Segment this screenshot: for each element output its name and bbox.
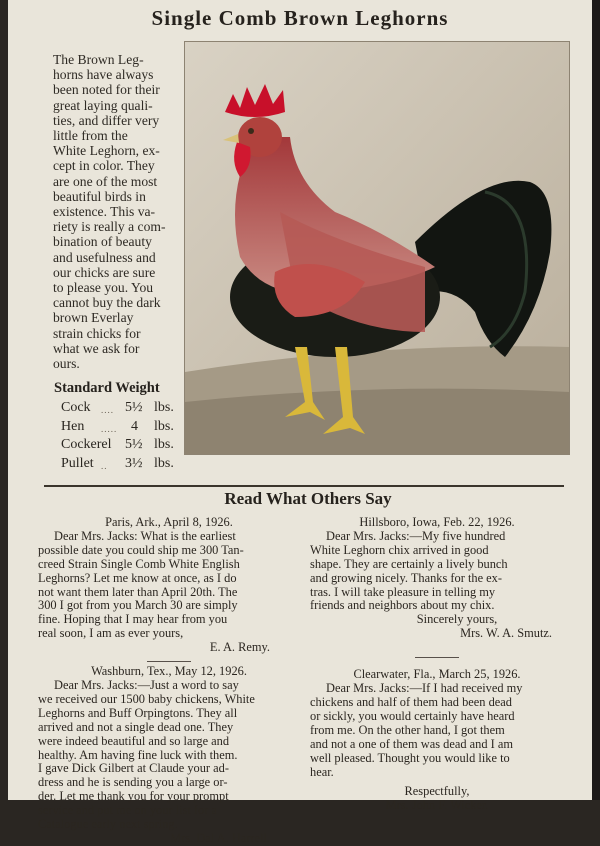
text-line: and usefulness and (53, 249, 156, 265)
letter-body (38, 679, 300, 832)
text-line: Dear Mrs. Jacks:—Just a word to say (54, 677, 239, 692)
weight-label: Cock (61, 400, 91, 415)
text-line: I gave Dick Gilbert at Claude your ad- (38, 761, 229, 776)
text-line: Leghorns? Let me know at once, as I do (38, 570, 237, 585)
text-line: 300 I got from you March 30 are simply (38, 598, 238, 613)
text-line: we received our 1500 baby chickens, White (38, 691, 255, 706)
text-line: creed Strain Single Comb White English (38, 556, 240, 571)
letter-signature: Mrs. John F. Wicker. (385, 798, 489, 813)
text-line: strain chicks for (53, 325, 141, 341)
text-line: from me. On the other hand, I got them (310, 722, 505, 737)
weight-label: Hen (61, 418, 85, 434)
text-line: well pleased. Thought you would like to (310, 750, 510, 765)
rooster-illustration (185, 42, 569, 454)
text-line: existence. This va- (53, 204, 156, 220)
text-line: or sickly, you would certainly have heard (310, 708, 515, 723)
weight-row-cock (61, 400, 186, 419)
text-line: der. Let me thank you for your prompt (38, 789, 229, 804)
text-line: cannot buy the dark (53, 295, 161, 311)
text-line: bination of beauty (53, 234, 152, 250)
text-line: to please you. You (53, 280, 154, 296)
text-line: hear. (310, 764, 334, 779)
text-line: and growing nicely. Thanks for the ex- (310, 570, 502, 585)
weight-unit: lbs. (154, 400, 174, 415)
text-line: beautiful birds in (53, 188, 146, 204)
text-line: our chicks are sure (53, 264, 156, 280)
testimonials-heading: Read What Others Say (224, 489, 392, 508)
text-line: great laying quali- (53, 97, 153, 113)
weight-unit: lbs. (154, 437, 174, 452)
leader-dots: .. (101, 460, 108, 471)
text-line: cept in color. They (53, 158, 155, 174)
text-line: Dear Mrs. Jacks:—My five hundred (326, 528, 506, 543)
testimonials-left-column (38, 516, 300, 846)
text-line: are one of the most (53, 173, 158, 189)
weight-value: 3½ (125, 455, 143, 471)
section-divider (44, 485, 564, 487)
weight-label: Pullet (61, 455, 94, 471)
letter-dateline: Clearwater, Fla., March 25, 1926. (353, 667, 521, 682)
text-line: Dear Mrs. Jacks: What is the earliest (54, 528, 236, 543)
text-line: been noted for their (53, 82, 160, 98)
text-line: brown Everlay (53, 310, 134, 326)
letter-signature: Mrs. Dal A. Harrell. (170, 830, 270, 845)
letter-body (310, 682, 564, 779)
page-title: Single Comb Brown Leghorns (151, 6, 449, 30)
text-line: and not a one of them was dead and I am (310, 736, 513, 751)
weight-value: 5½ (125, 437, 143, 452)
text-line: White Leghorn, ex- (53, 143, 160, 159)
letter-separator (147, 661, 191, 662)
text-line: The Brown Leg- (53, 52, 144, 67)
letter-signature: E. A. Remy. (209, 640, 270, 655)
weight-value: 5½ (125, 400, 143, 415)
letter-dateline: Washburn, Tex., May 12, 1926. (91, 664, 247, 679)
weight-unit: lbs. (154, 418, 174, 434)
letter-dateline: Paris, Ark., April 8, 1926. (105, 515, 233, 529)
letter-dateline: Hillsboro, Iowa, Feb. 22, 1926. (359, 515, 515, 529)
text-line: chickens and half of them had been dead (310, 694, 512, 709)
text-line: were indeed beautiful and so large and (38, 733, 230, 748)
letter-closing: Respectfully, (404, 784, 470, 799)
book-edge-shadow (592, 0, 600, 800)
text-line: not want them later than April 20th. The (38, 584, 238, 599)
letter-signature: Mrs. W. A. Smutz. (460, 626, 552, 641)
weight-row-hen (61, 419, 186, 438)
leader-dots: .... (101, 405, 114, 415)
text-line: Catalogue early next spring. (38, 817, 178, 832)
text-line: tras. I will take pleasure in telling my (310, 584, 496, 599)
text-line: Leghorns and Buff Orpingtons. They all (38, 705, 238, 720)
standard-weight-table (61, 400, 186, 474)
text-line: ours. (53, 356, 80, 372)
text-line: shape. They are certainly a lively bunch (310, 556, 508, 571)
text-line: fine. Hoping that I may hear from you (38, 612, 228, 627)
letter-separator (415, 657, 459, 658)
text-line: what we ask for (53, 340, 140, 356)
standard-weight-heading: Standard Weight (54, 380, 160, 396)
text-line: arrived and not a single dead one. They (38, 719, 234, 734)
weight-row-cockerel (61, 437, 186, 456)
text-line: dress and he is sending you a large or- (38, 775, 228, 790)
text-line: real soon, I am as ever yours, (38, 626, 184, 641)
text-line: horns have always (53, 67, 154, 83)
weight-value: 4 (131, 418, 138, 434)
weight-label: Cockerel (61, 437, 112, 452)
catalog-page (8, 0, 592, 845)
text-line: friends and neighbors about my chix. (310, 598, 495, 613)
weight-row-pullet (61, 456, 186, 475)
text-line: service and put me on your list for a (38, 803, 217, 818)
intro-paragraph (53, 52, 187, 371)
text-line: healthy. Am having fine luck with them. (38, 747, 238, 762)
letter-body (310, 530, 564, 613)
letter-closing: Sincerely yours, (416, 612, 498, 627)
text-line: ties, and differ very (53, 112, 160, 128)
letter-body (38, 530, 300, 641)
text-line: White Leghorn chix arrived in good (310, 542, 489, 557)
text-line: Dear Mrs. Jacks:—If I had received my (326, 681, 523, 696)
text-line: little from the (53, 128, 128, 144)
text-line: riety is really a com- (53, 219, 166, 235)
weight-unit: lbs. (154, 455, 174, 471)
leader-dots: ..... (101, 423, 118, 434)
text-line: possible date you could ship me 300 Tan- (38, 542, 244, 557)
rooster-photo (184, 41, 570, 455)
testimonials-right-column (310, 516, 564, 813)
